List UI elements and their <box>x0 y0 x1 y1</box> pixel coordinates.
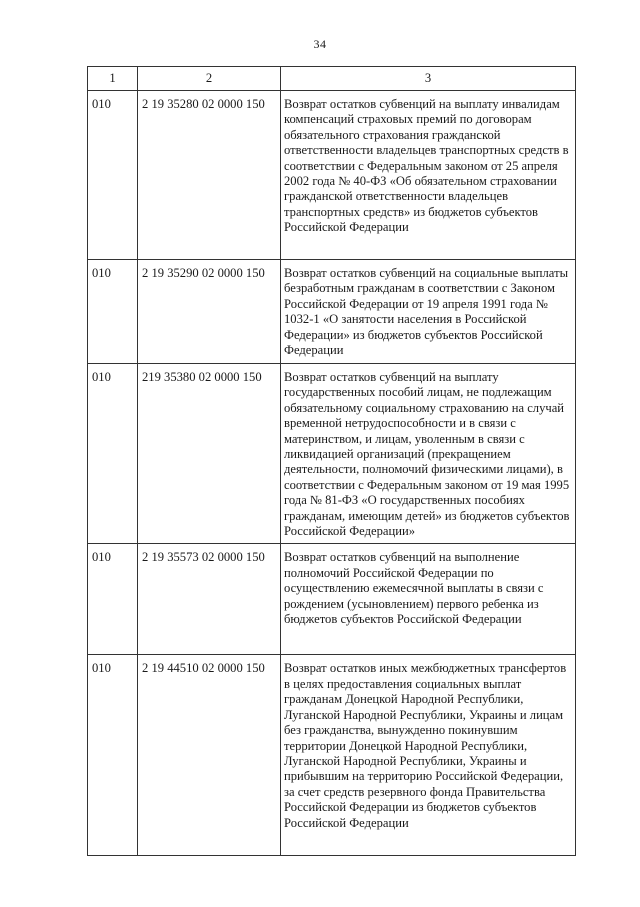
budget-classification-table <box>87 66 576 856</box>
admin-code-cell: 010 <box>88 364 138 544</box>
description-cell: Возврат остатков субвенций на социальные выплаты безработным гражданам в соответствии с Законом Российской Федерации от 19 апреля 1991 года № 1032-1 «О занятости населения в Российской Федерации» из бюджетов субъектов Российской Федерации <box>281 260 576 364</box>
description-cell: Возврат остатков субвенций на выполнение полномочий Российской Федерации по осуществлению ежемесячной выплаты в связи с рождением (усыновлением) первого ребенка из бюджетов субъектов Российской Федерации <box>281 544 576 655</box>
admin-code-cell: 010 <box>88 91 138 260</box>
table-row <box>88 91 576 260</box>
table-header-row <box>88 67 576 91</box>
column-header-3: 3 <box>281 67 576 91</box>
admin-code-cell: 010 <box>88 260 138 364</box>
admin-code-cell: 010 <box>88 655 138 856</box>
table-row <box>88 544 576 655</box>
description-cell: Возврат остатков субвенций на выплату инвалидам компенсаций страховых премий по договорам обязательного страхования гражданской ответственности владельцев транспортных средств в соответствии с Федеральным законом от 25 апреля 2002 года № 40-ФЗ «Об обязательном страховании гражданской ответственности владельцев транспортных средств» из бюджетов субъектов Российской Федерации <box>281 91 576 260</box>
description-cell: Возврат остатков субвенций на выплату государственных пособий лицам, не подлежащим обязательному социальному страхованию на случай временной нетрудоспособности и в связи с материнством, и лицам, уволенным в связи с ликвидацией организаций (прекращением деятельности, полномочий физическими лицами), в соответствии с Федеральным законом от 19 мая 1995 года № 81-ФЗ «О государственных пособиях гражданам, имеющим детей» из бюджетов субъектов Российской Федерации» <box>281 364 576 544</box>
page-number: 34 <box>313 37 327 51</box>
budget-code-cell: 2 19 35280 02 0000 150 <box>138 91 281 260</box>
budget-code-cell: 2 19 35290 02 0000 150 <box>138 260 281 364</box>
table-row <box>88 364 576 544</box>
description-cell: Возврат остатков иных межбюджетных трансфертов в целях предоставления социальных выплат гражданам Донецкой Народной Республики, Луганской Народной Республики, Украины и лицам без гражданства, вынужденно покинувшим территории Донецкой Народной Республики, Луганской Народной Республики, Украины и прибывшим на территорию Российской Федерации, за счет средств резервного фонда Правительства Российской Федерации из бюджетов субъектов Российской Федерации <box>281 655 576 856</box>
budget-code-cell: 2 19 35573 02 0000 150 <box>138 544 281 655</box>
column-header-1: 1 <box>88 67 138 91</box>
table-row <box>88 655 576 856</box>
budget-code-cell: 2 19 44510 02 0000 150 <box>138 655 281 856</box>
admin-code-cell: 010 <box>88 544 138 655</box>
table-row <box>88 260 576 364</box>
budget-code-cell: 219 35380 02 0000 150 <box>138 364 281 544</box>
column-header-2: 2 <box>138 67 281 91</box>
